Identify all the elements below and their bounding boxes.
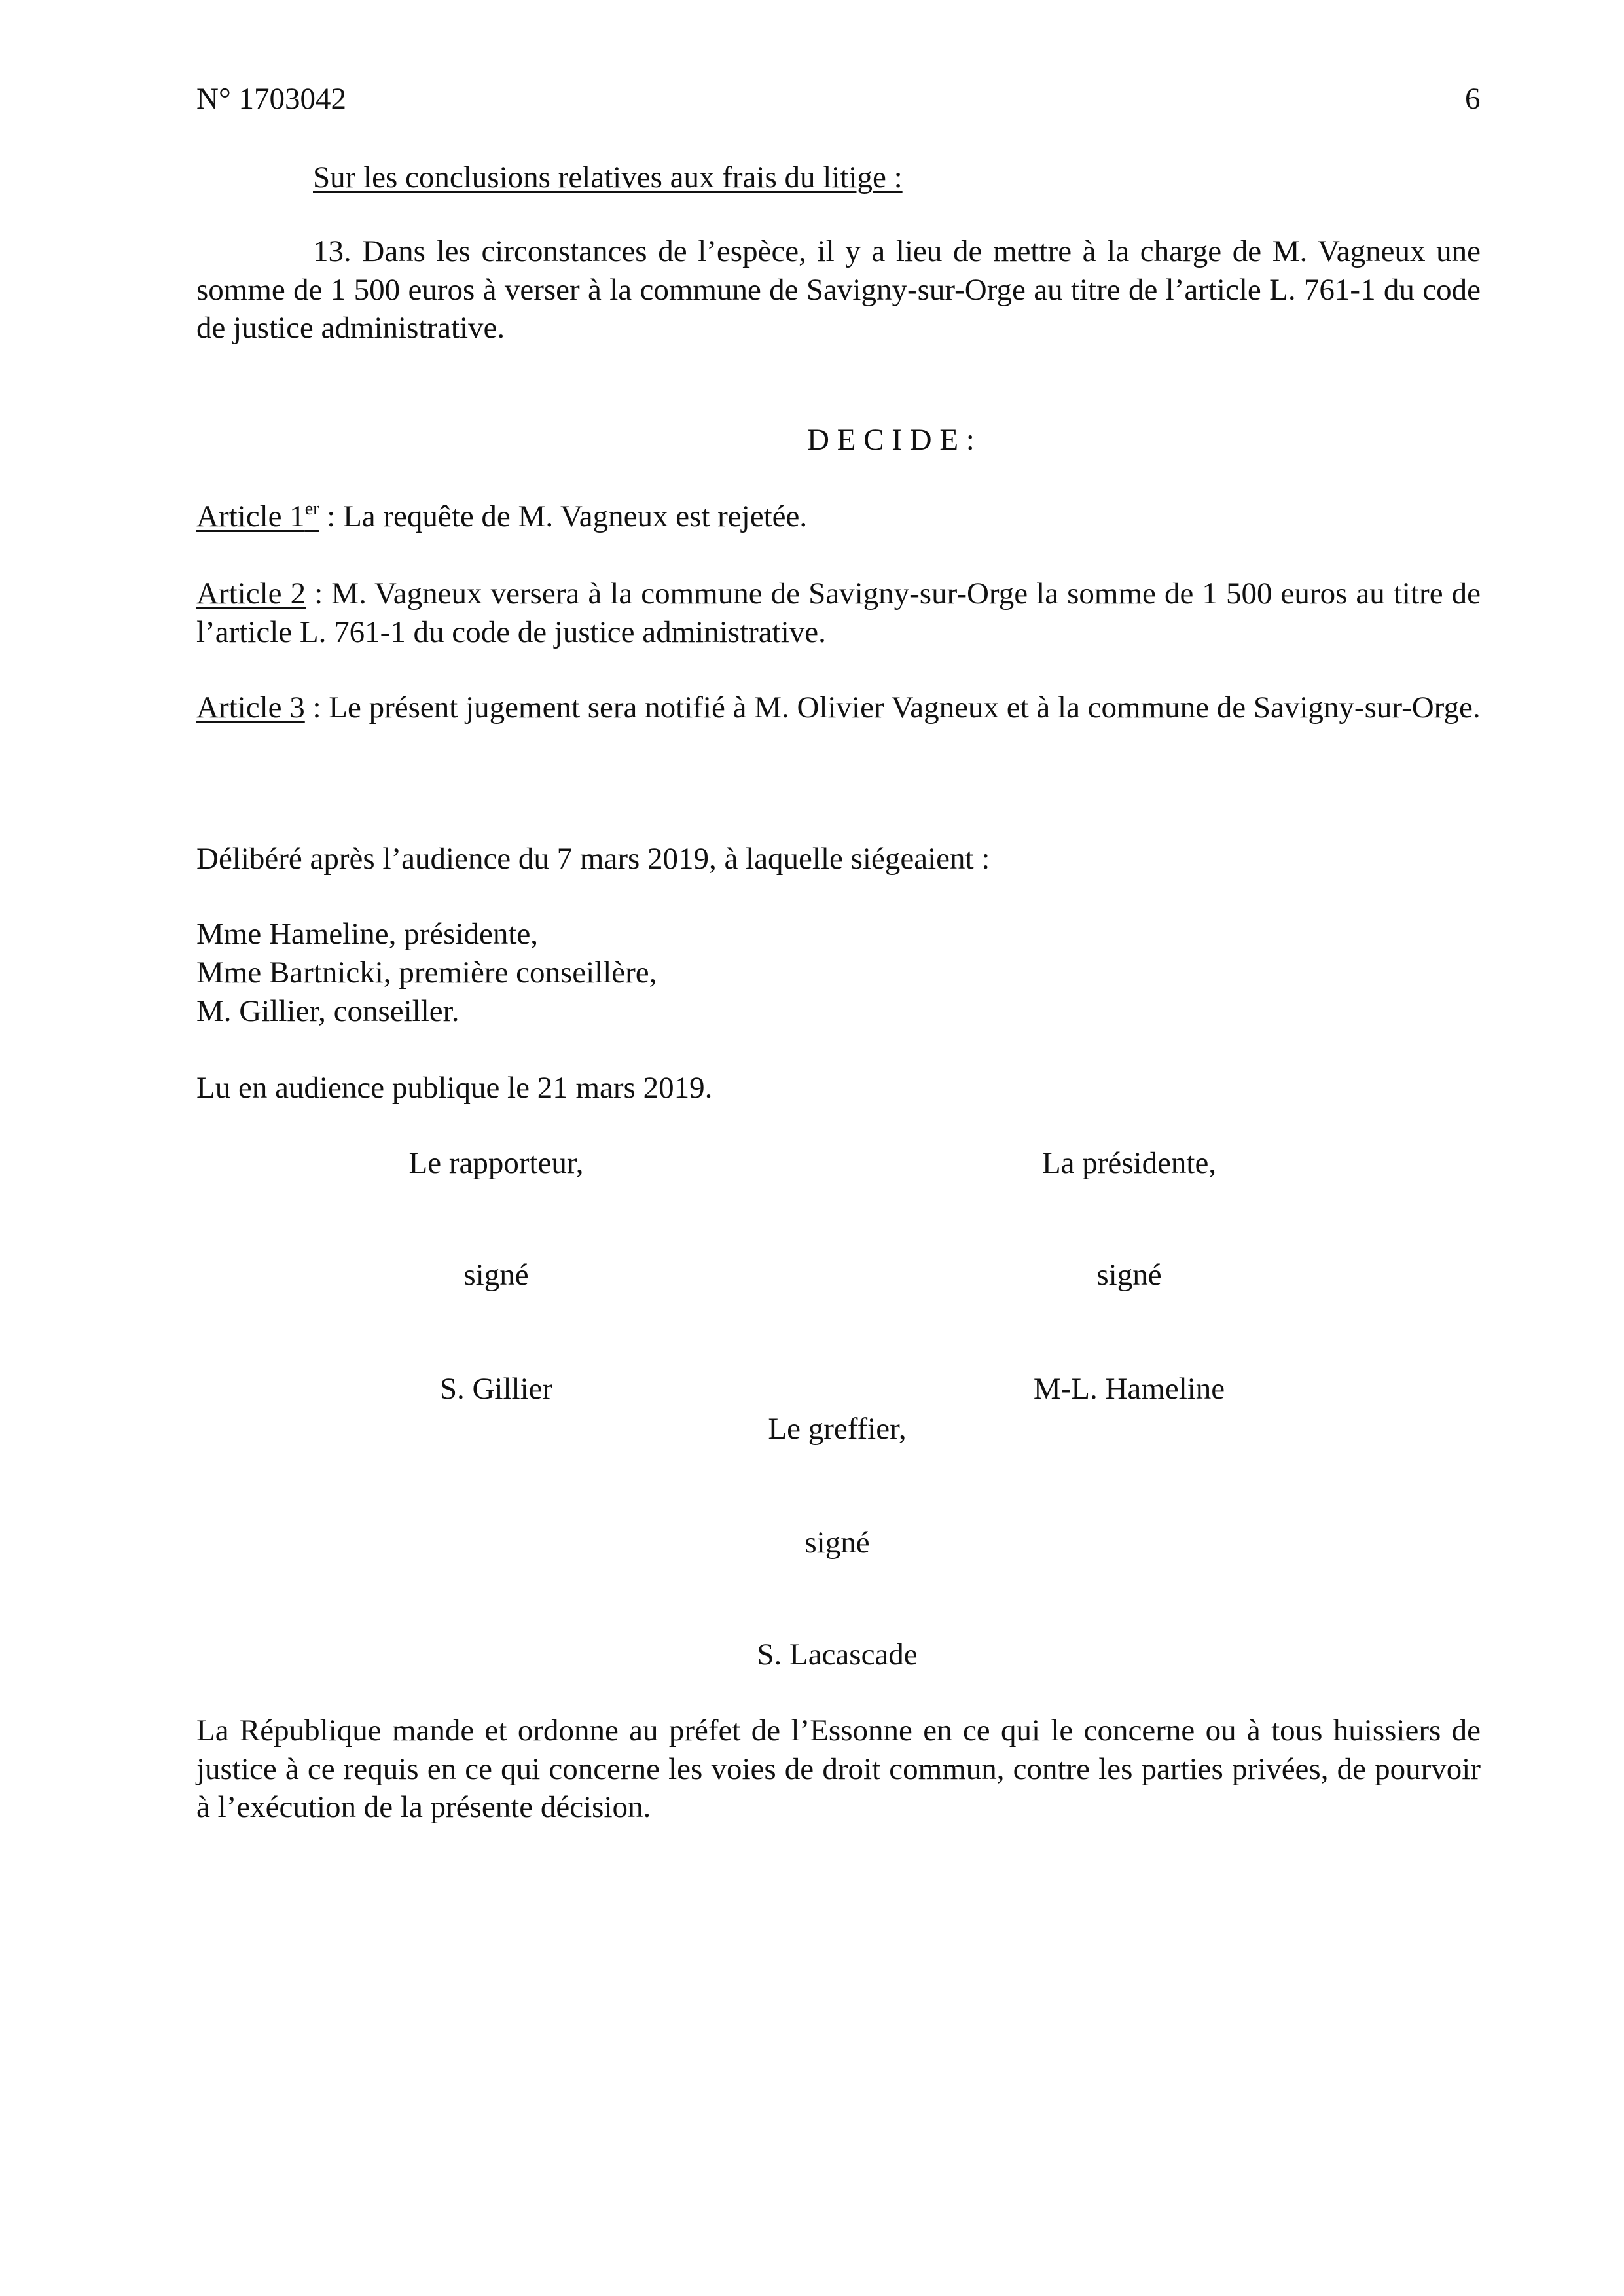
panel-member: Mme Hameline, présidente, <box>196 917 539 951</box>
section-heading: Sur les conclusions relatives aux frais du litige : <box>313 160 903 194</box>
article-1 <box>196 501 807 532</box>
article-1-text: : La requête de M. Vagneux est rejetée. <box>319 499 808 533</box>
executory-formula: La République mande et ordonne au préfet de l’Essonne en ce qui le concerne ou à tous huissiers de justice à ce requis en ce qui concerne les voies de droit commun, contre les parties privées, de pourvoir à l’exécution de la présente décision. <box>196 1713 1481 1824</box>
article-2-text: : M. Vagneux versera à la commune de Savigny-sur-Orge la somme de 1 500 euros au titre de l’article L. 761-1 du code de justice administrative. <box>196 577 1481 649</box>
panel-member: Mme Bartnicki, première conseillère, <box>196 956 657 990</box>
rapporteur-name: S. Gillier <box>439 1372 553 1406</box>
case-number: N° 1703042 <box>196 82 346 116</box>
presidente-name: M-L. Hameline <box>1033 1372 1225 1406</box>
rapporteur-title: Le rapporteur, <box>408 1146 584 1180</box>
article-3-text: : Le présent jugement sera notifié à M. Olivier Vagneux et à la commune de Savigny-sur-Orge. <box>304 691 1481 725</box>
article-1-label: Article 1er <box>196 499 319 533</box>
paragraph-13: 13. Dans les circonstances de l’espèce, il y a lieu de mettre à la charge de M. Vagneux une somme de 1 500 euros à verser à la commune de Savigny-sur-Orge au titre de l’article L. 761-1 du code de justice administrative. <box>196 234 1481 345</box>
greffier-name: S. Lacascade <box>757 1638 918 1672</box>
reading-date: Lu en audience publique le 21 mars 2019. <box>196 1071 713 1105</box>
greffier-signed: signé <box>804 1526 870 1560</box>
article-3-label: Article 3 <box>196 691 305 725</box>
article-3 <box>196 689 1481 727</box>
article-2-label: Article 2 <box>196 577 306 611</box>
greffier-title: Le greffier, <box>768 1412 907 1446</box>
deliberation-text: Délibéré après l’audience du 7 mars 2019, à laquelle siégeaient : <box>196 842 990 876</box>
presidente-title: La présidente, <box>1041 1146 1217 1180</box>
rapporteur-signed: signé <box>463 1258 529 1292</box>
presidente-signed: signé <box>1096 1258 1162 1292</box>
article-2 <box>196 575 1481 651</box>
page-number: 6 <box>1465 82 1481 116</box>
panel-member: M. Gillier, conseiller. <box>196 994 460 1028</box>
decide-heading: D E C I D E : <box>807 423 975 457</box>
